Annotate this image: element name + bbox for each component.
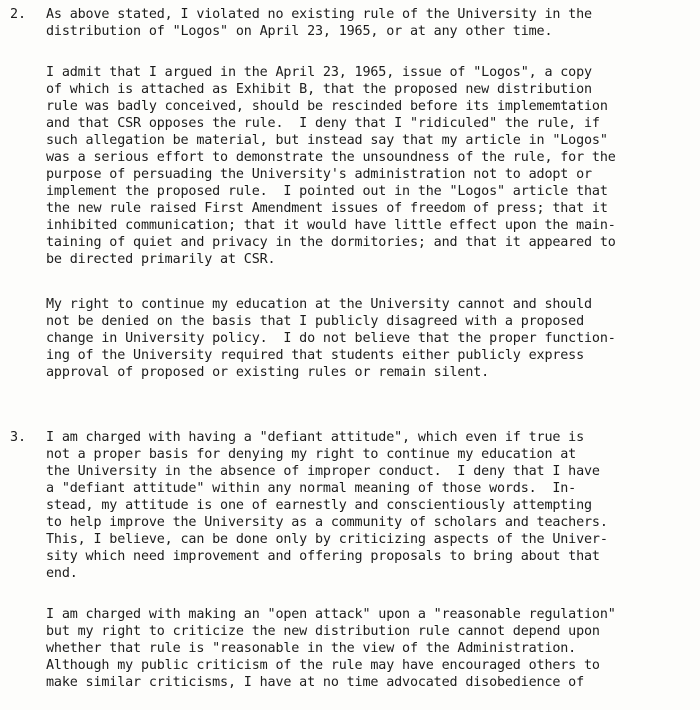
text-line: rule was badly conceived, should be rescinded before its implememtation — [46, 99, 608, 114]
text-line: I admit that I argued in the April 23, 1965, issue of "Logos", a copy — [46, 65, 592, 80]
text-line: not a proper basis for denying my right to continue my education at — [46, 447, 577, 462]
text-line: but my right to criticize the new distribution rule cannot depend upon — [46, 624, 600, 639]
text-line: implement the proposed rule. I pointed out in the "Logos" article that — [46, 184, 608, 199]
text-line: purpose of persuading the University's administration not to adopt or — [46, 167, 592, 182]
text-line: Although my public criticism of the rule may have encouraged others to — [46, 658, 600, 673]
text-line: the University in the absence of improper conduct. I deny that I have — [46, 464, 600, 479]
text-line: approval of proposed or existing rules or remain silent. — [46, 365, 490, 380]
text-line: be directed primarily at CSR. — [46, 252, 276, 267]
text-line: end. — [46, 566, 78, 581]
text-line: inhibited communication; that it would have little effect upon the main- — [46, 218, 616, 233]
text-line: a "defiant attitude" within any normal meaning of those words. In- — [46, 481, 577, 496]
text-line: stead, my attitude is one of earnestly and conscientiously attempting — [46, 498, 592, 513]
text-line: of which is attached as Exhibit B, that the proposed new distribution — [46, 82, 592, 97]
text-line: not be denied on the basis that I publicly disagreed with a proposed — [46, 314, 585, 329]
text-line: ing of the University required that students either publicly express — [46, 348, 585, 363]
text-line: distribution of "Logos" on April 23, 1965, or at any other time. — [46, 24, 553, 39]
text-line: such allegation be material, but instead say that my article in "Logos" — [46, 133, 608, 148]
text-line: taining of quiet and privacy in the dormitories; and that it appeared to — [46, 235, 616, 250]
text-line: sity which need improvement and offering proposals to bring about that — [46, 549, 600, 564]
text-line: I am charged with having a "defiant attitude", which even if true is — [46, 430, 585, 445]
section-number-2: 2. — [10, 7, 27, 22]
text-line: This, I believe, can be done only by criticizing aspects of the Univer- — [46, 532, 608, 547]
section-number-3: 3. — [10, 430, 27, 445]
text-line: My right to continue my education at the University cannot and should — [46, 297, 592, 312]
text-line: change in University policy. I do not believe that the proper function- — [46, 331, 616, 346]
text-line: and that CSR opposes the rule. I deny that I "ridiculed" the rule, if — [46, 116, 600, 131]
text-line: was a serious effort to demonstrate the unsoundness of the rule, for the — [46, 150, 616, 165]
text-line: to help improve the University as a community of scholars and teachers. — [46, 515, 608, 530]
text-line: I am charged with making an "open attack" upon a "reasonable regulation" — [46, 607, 616, 622]
text-line: As above stated, I violated no existing rule of the University in the — [46, 7, 592, 22]
text-line: the new rule raised First Amendment issues of freedom of press; that it — [46, 201, 608, 216]
text-line: make similar criticisms, I have at no time advocated disobedience of — [46, 675, 585, 690]
text-line: whether that rule is "reasonable in the view of the Administration. — [46, 641, 577, 656]
